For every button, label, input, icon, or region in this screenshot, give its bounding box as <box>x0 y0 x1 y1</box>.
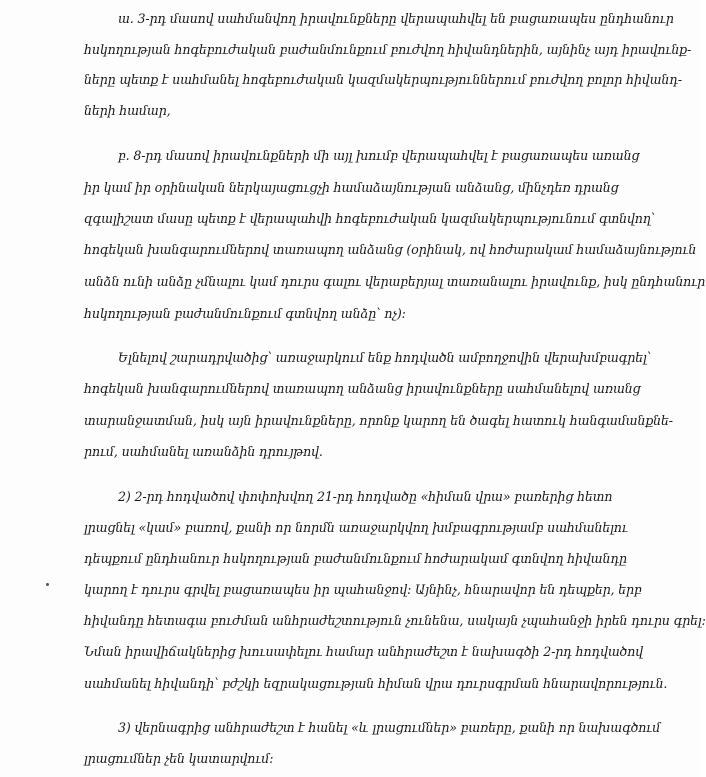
paragraph-5-line-1: 3) վերնագրից անհրաժեշտ է հանել «և լրացումներ» բառերը, քանի որ նախագծում <box>118 720 661 735</box>
paragraph-4-line-6: Նման իրավիճակներից խուսափելու համար անհրաժեշտ է նախագծի 2-րդ հոդվածով <box>84 644 644 659</box>
paragraph-3-line-4: րում, սահմանել առանձին դրույթով. <box>84 444 323 459</box>
paragraph-4-line-3: դեպքում ընդհանուր հսկողության բաժանմունքում հոժարակամ գտնվող հիվանդը <box>84 551 627 566</box>
paragraph-2-line-1: բ. 8-րդ մասով իրավունքների մի այլ խումբ վերապահվել է բացառապես առանց <box>118 148 640 163</box>
scan-speck <box>46 583 49 586</box>
paragraph-2-line-4: հոգեկան խանգարումներով տառապող անձանց (օրինակ, ով հոժարակամ համաձայնություն <box>84 242 697 257</box>
paragraph-3-line-3: տարանջատման, իսկ այն իրավունքները, որոնք կարող են ծագել հատուկ հանգամանքնե- <box>84 413 673 428</box>
paragraph-5-line-2: լրացումներ չեն կատարվում: <box>84 751 274 766</box>
paragraph-1-line-1: ա. 3-րդ մասով սահմանվող իրավունքները վերապահվել են բացառապես ընդհանուր <box>118 11 674 26</box>
paragraph-2-line-2: իր կամ իր օրինական ներկայացուցչի համաձայնության անձանց, մինչդեռ դրանց <box>84 180 619 195</box>
paragraph-4-line-7: սահմանել հիվանդի՝ բժշկի եզրակացության հիման վրա դուրսգրման հնարավորություն. <box>84 676 668 691</box>
paragraph-1-line-3: ները պետք է սահմանել հոգեբուժական կազմակերպություններում բուժվող բոլոր հիվանդ- <box>84 72 682 87</box>
paragraph-3-line-1: Ելնելով շարադրվածից՝ առաջարկում ենք հոդվածն ամբողջովին վերախմբագրել՝ <box>118 350 652 365</box>
paragraph-2-line-3: զգալիշատ մասը պետք է վերապահվի հոգեբուժական կազմակերպությունում գտնվող՝ <box>84 211 656 226</box>
paragraph-2-line-6: հսկողության բաժանմունքում գտնվող անձը՝ ոչ): <box>84 306 406 321</box>
paragraph-4-line-2: լրացնել «կամ» բառով, քանի որ նորմն առաջարկվող խմբագրությամբ սահմանելու <box>84 520 628 535</box>
paragraph-1-line-2: հսկողության հոգեբուժական բաժանմունքում բուժվող հիվանդներին, այնինչ այդ իրավունք- <box>84 42 692 57</box>
paragraph-4-line-4: կարող է դուրս գրվել բացառապես իր պահանջով: Այնինչ, հնարավոր են դեպքեր, երբ <box>84 582 642 597</box>
paragraph-4-line-1: 2) 2-րդ հոդվածով փոփոխվող 21-րդ հոդվածը «հիման վրա» բառերից հետո <box>118 489 613 504</box>
paragraph-3-line-2: հոգեկան խանգարումներով տառապող անձանց իրավունքները սահմանելով առանց <box>84 381 641 396</box>
paragraph-2-line-5: անձն ունի անձը չմնալու կամ դուրս գալու վերաբերյալ տառանալու իրավունք, իսկ ընդհանուր <box>84 274 706 289</box>
paragraph-1-line-4: ների համար, <box>84 103 171 118</box>
paragraph-4-line-5: հիվանդը հետագա բուժման անհրաժեշտություն չունենա, սակայն չպահանջի իրեն դուրս գրել: <box>84 613 706 628</box>
